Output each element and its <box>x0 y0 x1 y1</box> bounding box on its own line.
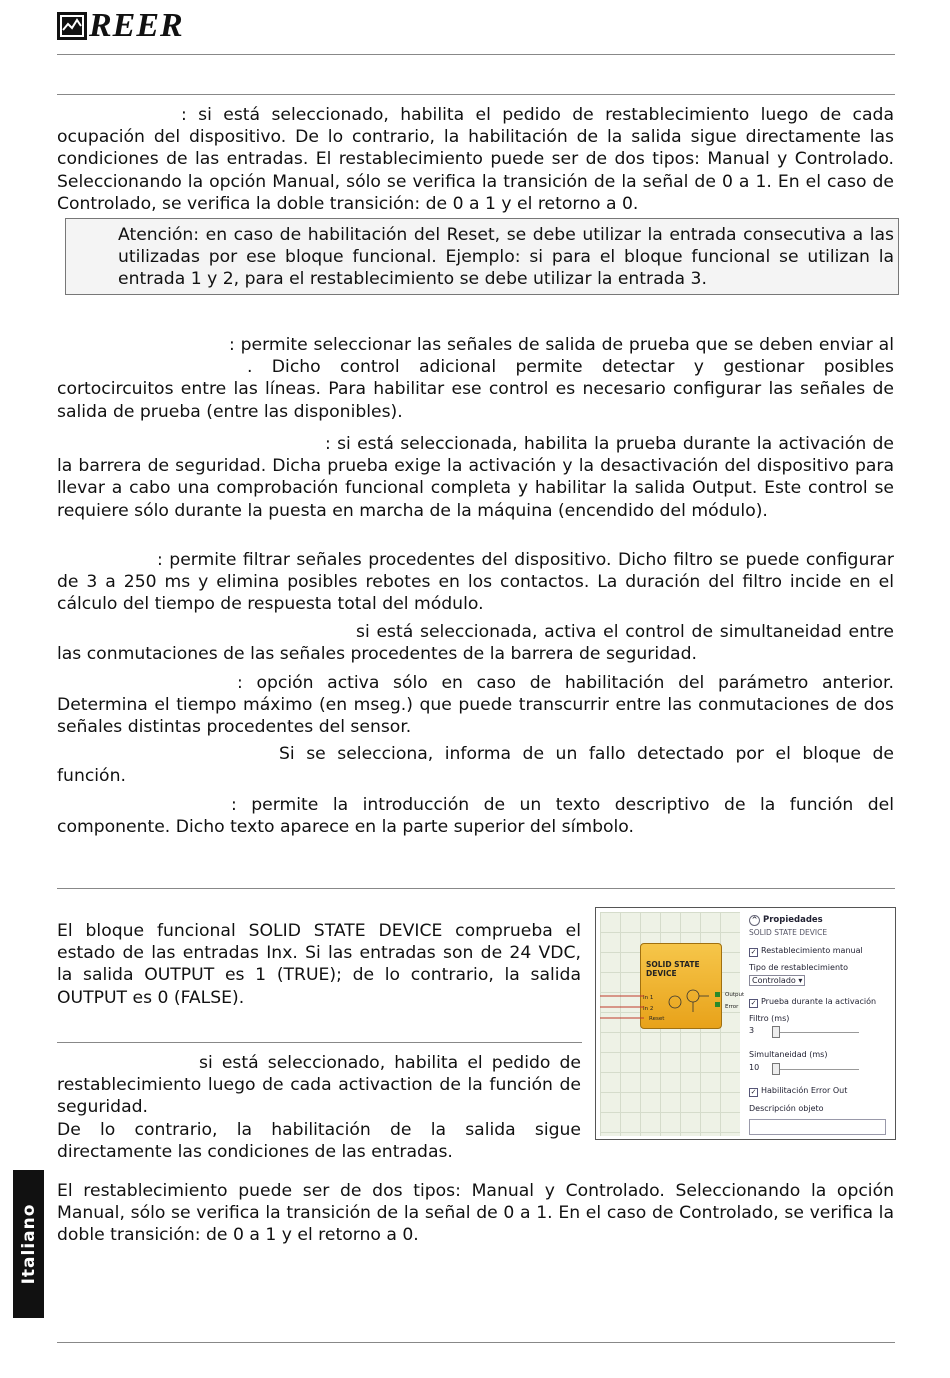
simultaneity-slider-track <box>774 1069 859 1070</box>
reset-paragraph: : si está seleccionado, habilita el pedido de restablecimiento luego de cada ocupación del dispositivo. De lo contrario, la habilitación de la salida sigue directamente las condiciones de las entradas. El restablecimiento puede ser de dos tipos: Manual y Controlado. Seleccionando la opción Manual, sólo se verifica la transición de la señal de 0 a 1. En el caso de Controlado, se verifica la doble transición: de 0 a 1 y el retorno a 0. <box>57 105 894 214</box>
properties-panel <box>746 912 891 1136</box>
reset-type-select[interactable]: Controlado ▾ <box>749 975 805 986</box>
startup-test-paragraph: : si está seleccionada, habilita la prueba durante la activación de la barrera de seguridad. Dicha prueba exige la activación y la desactivación del dispositivo para llevar a cabo una comprobación funcional completa y habilitar la salida Output. Este control se requiere sólo durante la puesta en marcha de la máquina (encendido del módulo). <box>57 434 894 521</box>
attention-note-text: Atención: en caso de habilitación del Reset, se debe utilizar la entrada consecutiva a las utilizadas por ese bloque funcional. Ejemplo: si para el bloque funcional se utilizan la entrada 1 y 2, para el restablecimiento se debe utilizar la entrada 3. <box>118 225 894 290</box>
description-input[interactable] <box>749 1119 886 1135</box>
reset-types-paragraph: El restablecimiento puede ser de dos tipos: Manual y Controlado. Seleccionando la opción Manual, sólo se verifica la transición de la señal de 0 a 1. En el caso de Controlado, se verifica la doble transición: de 0 a 1 y el retorno a 0. <box>57 1181 894 1246</box>
pin-output: Output <box>725 992 745 998</box>
simultaneity-label: Simultaneidad (ms) <box>749 1050 828 1059</box>
error-out-paragraph: Si se selecciona, informa de un fallo detectado por el bloque de función. <box>57 744 894 787</box>
chevron-down-icon: ▾ <box>798 976 803 985</box>
filter-label: Filtro (ms) <box>749 1014 790 1023</box>
simultaneity-value: 10 <box>749 1063 760 1072</box>
software-screenshot <box>595 907 896 1140</box>
section-rule <box>57 94 895 95</box>
description-label: Descripción objeto <box>749 1104 824 1113</box>
solid-state-reset-paragraph: si está seleccionado, habilita el pedido de restablecimiento luego de cada activaction de la función de seguridad. <box>57 1053 581 1118</box>
solid-state-intro: El bloque funcional SOLID STATE DEVICE comprueba el estado de las entradas Inx. Si las entradas son de 24 VDC, la salida OUTPUT es 1 (TRUE); de lo contrario, la salida OUTPUT es 0 (FALSE). <box>57 921 581 1008</box>
error-indicator <box>715 1002 720 1007</box>
check-icon: ✓ <box>750 1088 757 1096</box>
block-title: SOLID STATE DEVICE <box>646 960 700 978</box>
error-out-checkbox[interactable]: ✓ Habilitación Error Out <box>750 1086 848 1096</box>
logo-mark-icon <box>57 12 87 40</box>
logo-text: REER <box>89 7 184 44</box>
startup-test-checkbox[interactable]: ✓ Prueba durante la activación <box>750 997 877 1007</box>
filter-paragraph: : permite filtrar señales procedentes del dispositivo. Dicho filtro se puede configurar de 3 a 250 ms y elimina posibles rebotes en los contactos. La duración del filtro incide en el cálculo del tiempo de respuesta total del módulo. <box>57 550 894 615</box>
pin-error: Error <box>725 1004 739 1010</box>
properties-header: ^ Propiedades <box>749 915 823 926</box>
test-output-paragraph: : permite seleccionar las señales de salida de prueba que se deben enviar al. Dicho control adicional permite detectar y gestionar posibles cortocircuitos entre las líneas. Para habilitar ese control es necesario configurar las señales de salida de prueba (entre las disponibles). <box>57 335 894 422</box>
section-rule <box>57 888 895 889</box>
language-tab <box>13 1170 44 1318</box>
check-icon: ✓ <box>750 948 757 956</box>
pin-in1: In 1 <box>643 995 654 1001</box>
simultaneity-paragraph: si está seleccionada, activa el control de simultaneidad entre las conmutaciones de las señales procedentes de la barrera de seguridad. <box>57 622 894 665</box>
solid-state-reset-paragraph-2: De lo contrario, la habilitación de la salida sigue directamente las condiciones de las entradas. <box>57 1120 581 1163</box>
manual-reset-checkbox[interactable]: ✓ Restablecimiento manual <box>750 946 863 956</box>
reset-type-label: Tipo de restablecimiento <box>749 963 849 972</box>
check-icon: ✓ <box>750 999 757 1007</box>
attention-note <box>65 218 899 295</box>
simultaneity-slider[interactable] <box>772 1063 780 1075</box>
simultaneity-time-paragraph: : opción activa sólo en caso de habilitación del parámetro anterior. Determina el tiempo máximo (en mseg.) que puede transcurrir entre las conmutaciones de dos señales distintas procedentes del sensor. <box>57 673 894 738</box>
transistor-icon <box>663 982 713 1022</box>
filter-slider-track <box>774 1032 859 1033</box>
collapse-icon[interactable]: ^ <box>749 915 760 926</box>
header-rule <box>57 54 895 55</box>
description-paragraph: : permite la introducción de un texto descriptivo de la función del componente. Dicho texto aparece en la parte superior del símbolo. <box>57 795 894 838</box>
solid-state-device-block <box>640 943 745 1029</box>
input-wires <box>600 990 644 1030</box>
footer-rule <box>57 1342 895 1343</box>
output-indicator <box>715 992 720 997</box>
properties-subtitle: SOLID STATE DEVICE <box>749 928 828 937</box>
filter-value: 3 <box>749 1026 755 1035</box>
reer-logo <box>57 8 184 44</box>
filter-slider[interactable] <box>772 1026 780 1038</box>
pin-reset: Reset <box>649 1016 665 1022</box>
language-tab-label: Italiano <box>18 1203 39 1285</box>
pin-in2: In 2 <box>643 1006 654 1012</box>
canvas-grid <box>600 912 745 1136</box>
subsection-rule <box>57 1042 582 1043</box>
